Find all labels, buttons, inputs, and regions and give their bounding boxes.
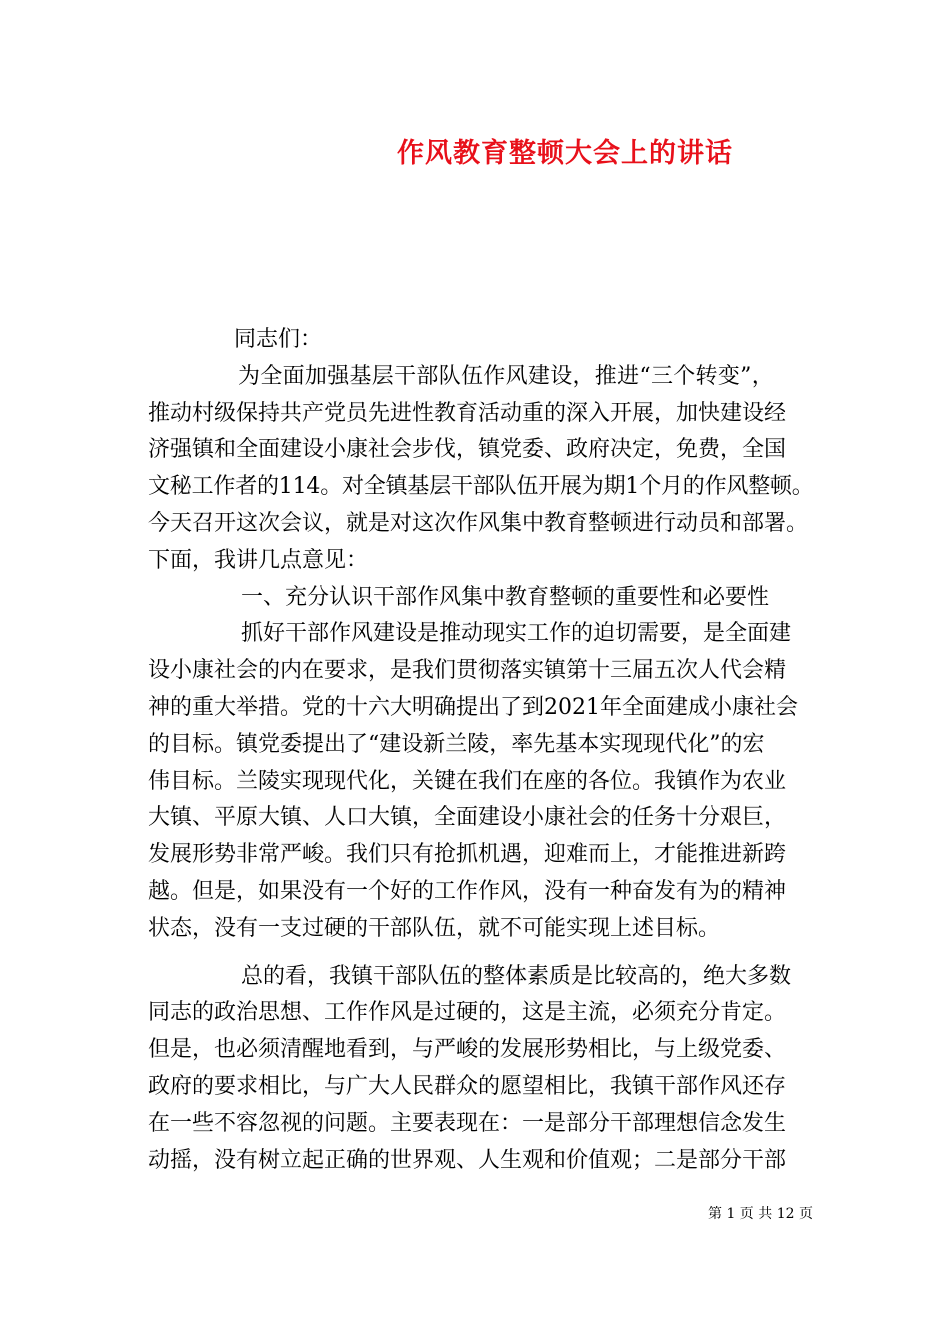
- body-line: 越。但是，如果没有一个好的工作作风，没有一种奋发有为的精神: [148, 878, 787, 904]
- body-line: 文秘工作者的114。对全镇基层干部队伍开展为期1个月的作风整顿。: [148, 474, 814, 500]
- salutation: 同志们：: [234, 327, 323, 352]
- body-line: 在一些不容忽视的问题。主要表现在：一是部分干部理想信念发生: [148, 1110, 787, 1136]
- body-lines: [148, 359, 814, 1180]
- paragraph-gap: [148, 948, 814, 959]
- body-line: 政府的要求相比，与广大人民群众的愿望相比，我镇干部作风还存: [148, 1073, 787, 1099]
- body-line: 大镇、平原大镇、人口大镇，全面建设小康社会的任务十分艰巨，: [148, 805, 787, 831]
- body-line: 神的重大举措。党的十六大明确提出了到2021年全面建成小康社会: [148, 694, 798, 720]
- body-line: 状态，没有一支过硬的干部队伍，就不可能实现上述目标。: [148, 915, 721, 941]
- body-line: 今天召开这次会议，就是对这次作风集中教育整顿进行动员和部署。: [148, 510, 809, 536]
- body-line: 同志的政治思想、工作作风是过硬的，这是主流，必须充分肯定。: [148, 1000, 787, 1026]
- body-line: 动摇，没有树立起正确的世界观、人生观和价值观；二是部分干部: [148, 1147, 787, 1173]
- page-footer: 第 1 页 共 12 页: [708, 1206, 813, 1222]
- body-line: 下面，我讲几点意见：: [148, 547, 369, 573]
- body-line: 伟目标。兰陵实现现代化，关键在我们在座的各位。我镇作为农业: [148, 768, 787, 794]
- body-line: 抓好干部作风建设是推动现实工作的迫切需要，是全面建: [241, 621, 792, 647]
- body-line: 但是，也必须清醒地看到，与严峻的发展形势相比，与上级党委、: [148, 1037, 787, 1063]
- body-line: 推动村级保持共产党员先进性教育活动重的深入开展，加快建设经: [148, 400, 787, 426]
- body-line: 设小康社会的内在要求，是我们贯彻落实镇第十三届五次人代会精: [148, 658, 787, 684]
- document-title: 作风教育整顿大会上的讲话: [397, 138, 733, 169]
- document-body: [148, 322, 814, 1179]
- body-line: 发展形势非常严峻。我们只有抢抓机遇，迎难而上，才能推进新跨: [148, 842, 787, 868]
- body-line: 为全面加强基层干部队伍作风建设，推进“三个转变”，: [238, 363, 774, 389]
- body-line: 一、充分认识干部作风集中教育整顿的重要性和必要性: [241, 584, 770, 610]
- body-line: 济强镇和全面建设小康社会步伐，镇党委、政府决定，免费，全国: [148, 437, 787, 463]
- body-line: 的目标。镇党委提出了“建设新兰陵，率先基本实现现代化”的宏: [148, 731, 765, 757]
- body-line: 总的看，我镇干部队伍的整体素质是比较高的，绝大多数: [241, 963, 792, 989]
